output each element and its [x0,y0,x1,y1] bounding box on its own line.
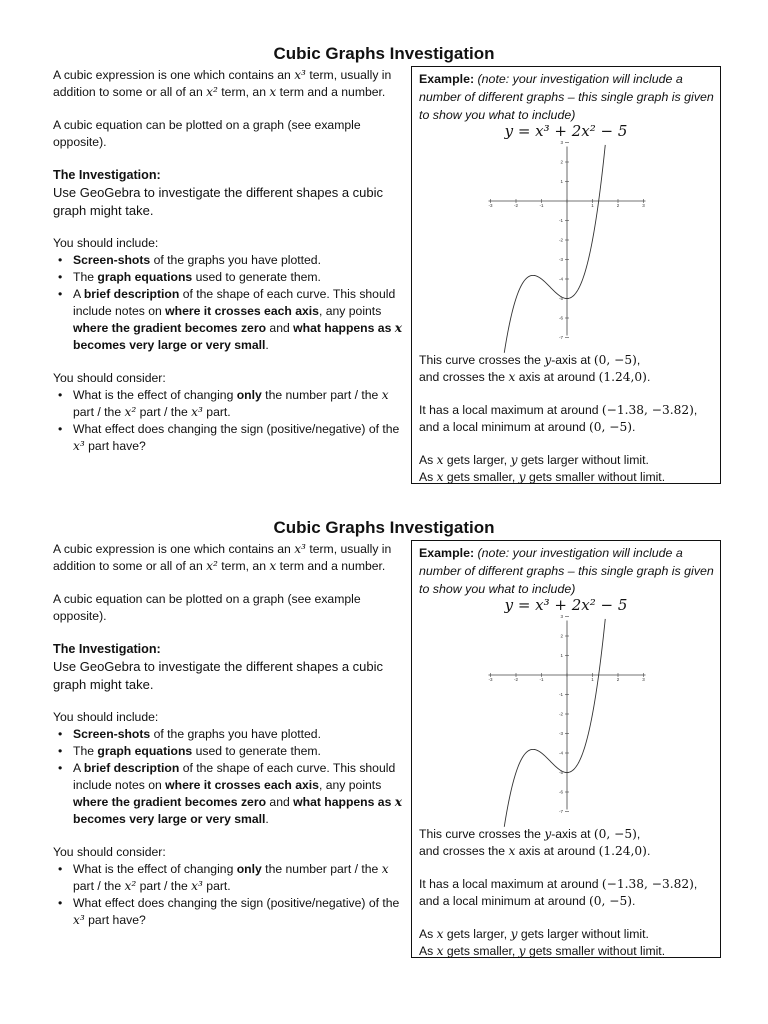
x-tick-label: -2 [513,677,519,682]
x-tick-label: 1 [591,677,594,682]
y-tick-label: -5 [558,770,563,775]
y-tick-label: -1 [558,692,563,697]
x-tick-label: -2 [513,203,519,208]
instructions-column [53,67,408,455]
investigation-body: Use GeoGebra to investigate the different shapes a cubic graph might take. [53,185,384,218]
y-tick-label: -4 [558,276,563,282]
plot-paragraph: A cubic equation can be plotted on a graph (see example opposite). [53,118,361,149]
x-tick-label: 3 [642,677,645,682]
example-intro: Example: (note: your investigation will include a number of different graphs – this single graph is given to show you what to include) [419,546,714,596]
example-equation: y = x³ + 2x² − 5 [504,596,628,614]
consider-heading: You should consider: [53,845,166,859]
y-tick-label: -2 [558,237,563,243]
y-tick-label: -3 [558,731,563,736]
analysis-line: This curve crosses the y-axis at (0, −5), [419,353,641,367]
x-tick-label: -3 [488,203,493,208]
x-tick-label: -1 [539,203,544,208]
intro-paragraph: A cubic expression is one which contains an x³ term, usually in addition to some or all of an x² term, an x term and a number. [53,542,392,573]
analysis-line: and a local minimum at around (0, −5). [419,894,636,908]
investigation-heading: The Investigation: [53,642,161,656]
x-tick-label: -1 [539,677,544,682]
y-tick-label: -5 [558,296,563,301]
cubic-graph [486,614,648,827]
list-item: • A brief description of the shape of each curve. This should include notes on where it crosses each axis, any points where the gradient becomes zero and what happens as x becomes very large or very small. [53,760,408,828]
y-tick-label: 3 [560,140,563,145]
y-tick-label: -7 [558,335,563,340]
list-item: • What is the effect of changing only the number part / the x part / the x² part / the x³ part. [53,387,408,421]
analysis-line: This curve crosses the y-axis at (0, −5), [419,827,641,841]
analysis-line: and a local minimum at around (0, −5). [419,420,636,434]
list-item: • What is the effect of changing only the number part / the x part / the x² part / the x³ part. [53,861,408,895]
analysis-line: As x gets larger, y gets larger without limit. [419,453,649,467]
instructions-column [53,541,408,929]
y-tick-label: -6 [558,315,563,321]
list-item: • What effect does changing the sign (positive/negative) of the x³ part have? [53,895,408,929]
list-item: • The graph equations used to generate them. [53,743,408,760]
y-tick-label: 2 [560,633,563,639]
example-analysis [419,352,719,486]
y-tick-label: -3 [558,257,563,262]
include-heading: You should include: [53,236,159,250]
include-list [53,726,408,828]
analysis-line: As x gets smaller, y gets smaller without limit. [419,470,666,484]
consider-heading: You should consider: [53,371,166,385]
consider-list [53,387,408,455]
example-analysis [419,826,719,960]
x-tick-label: 1 [591,203,594,208]
worksheet [0,0,768,484]
consider-list [53,861,408,929]
list-item: • The graph equations used to generate them. [53,269,408,286]
list-item: • What effect does changing the sign (positive/negative) of the x³ part have? [53,421,408,455]
plot-paragraph: A cubic equation can be plotted on a graph (see example opposite). [53,592,361,623]
investigation-body: Use GeoGebra to investigate the different shapes a cubic graph might take. [53,659,384,692]
example-box [411,540,721,958]
investigation-heading: The Investigation: [53,168,161,182]
y-tick-label: 1 [560,179,563,184]
cubic-curve-series [504,145,605,353]
y-tick-label: -6 [558,789,563,795]
example-intro: Example: (note: your investigation will include a number of different graphs – this single graph is given to show you what to include) [419,72,714,122]
y-tick-label: 2 [560,159,563,165]
y-tick-label: -4 [558,750,563,756]
list-item: • Screen-shots of the graphs you have plotted. [53,726,408,743]
y-tick-label: 3 [560,614,563,619]
example-box [411,66,721,484]
include-heading: You should include: [53,710,159,724]
x-tick-label: 2 [616,677,620,682]
x-tick-label: 2 [616,203,620,208]
include-list [53,252,408,354]
worksheet-title: Cubic Graphs Investigation [273,44,495,63]
analysis-line: As x gets smaller, y gets smaller without limit. [419,944,666,958]
list-item: • A brief description of the shape of each curve. This should include notes on where it crosses each axis, any points where the gradient becomes zero and what happens as x becomes very large or very small. [53,286,408,354]
y-tick-label: -7 [558,809,563,814]
analysis-line: and crosses the x axis at around (1.24,0). [419,844,651,858]
worksheet-title: Cubic Graphs Investigation [273,518,495,537]
intro-paragraph: A cubic expression is one which contains an x³ term, usually in addition to some or all of an x² term, an x term and a number. [53,68,392,99]
y-tick-label: -2 [558,711,563,717]
worksheet [0,474,768,958]
x-tick-label: -3 [488,677,493,682]
analysis-line: It has a local maximum at around (−1.38, −3.82), [419,403,698,417]
cubic-graph [486,140,648,353]
example-equation: y = x³ + 2x² − 5 [504,122,628,140]
y-tick-label: 1 [560,653,563,658]
x-tick-label: 3 [642,203,645,208]
analysis-line: It has a local maximum at around (−1.38, −3.82), [419,877,698,891]
list-item: • Screen-shots of the graphs you have plotted. [53,252,408,269]
y-tick-label: -1 [558,218,563,223]
analysis-line: As x gets larger, y gets larger without limit. [419,927,649,941]
analysis-line: and crosses the x axis at around (1.24,0). [419,370,651,384]
cubic-curve-series [504,619,605,827]
